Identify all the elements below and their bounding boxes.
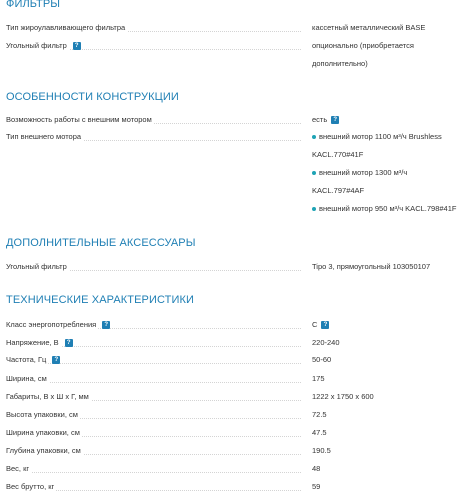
section-title-design: ОСОБЕННОСТИ КОНСТРУКЦИИ: [6, 91, 179, 103]
spec-value: 220-240: [312, 338, 340, 347]
motor-option-1300[interactable]: внешний мотор 1300 м³/ч: [312, 168, 407, 178]
spec-label: Высота упаковки, см: [6, 410, 78, 419]
spec-value-line: KACL.797#4AF: [312, 186, 365, 195]
spec-value: Tipo 3, прямоугольный 103050107: [312, 262, 431, 271]
spec-label: Класс энергопотребления: [6, 320, 97, 329]
spec-value: 1222 х 1750 х 600: [312, 392, 374, 401]
help-icon[interactable]: ?: [321, 321, 329, 329]
spec-label: Напряжение, В: [6, 338, 59, 347]
motor-option-950[interactable]: внешний мотор 950 м³/ч KACL.798#41F: [312, 204, 456, 214]
spec-value-text: есть: [312, 115, 328, 124]
spec-label: Габариты, В х Ш х Г, мм: [6, 392, 89, 401]
section-title-accessories: ДОПОЛНИТЕЛЬНЫЕ АКСЕССУАРЫ: [6, 237, 196, 249]
spec-label: Тип внешнего мотора: [6, 132, 82, 141]
help-icon[interactable]: ?: [102, 321, 110, 329]
spec-label: Угольный фильтр: [6, 41, 67, 50]
spec-label: Угольный фильтр: [6, 262, 67, 271]
spec-label: Ширина упаковки, см: [6, 428, 80, 437]
spec-value: [312, 115, 462, 125]
help-icon[interactable]: ?: [73, 42, 81, 50]
spec-value: 190.5: [312, 446, 331, 455]
bullet-icon: [312, 135, 316, 139]
section-title-filters: ФИЛЬТРЫ: [6, 0, 61, 10]
spec-label: Возможность работы с внешним мотором: [6, 115, 152, 124]
help-icon[interactable]: ?: [52, 356, 60, 364]
spec-label: Вес брутто, кг: [6, 482, 55, 491]
spec-value: [312, 320, 462, 330]
spec-value: 48: [312, 464, 321, 473]
spec-value-line: опционально (приобретается: [312, 41, 414, 50]
spec-value: 175: [312, 374, 325, 383]
spec-label: Вес, кг: [6, 464, 30, 473]
help-icon[interactable]: ?: [65, 339, 73, 347]
help-icon[interactable]: ?: [331, 116, 339, 124]
section-title-specs: ТЕХНИЧЕСКИЕ ХАРАКТЕРИСТИКИ: [6, 294, 194, 306]
spec-value: 72.5: [312, 410, 327, 419]
spec-value: 47.5: [312, 428, 327, 437]
spec-label: Тип жироулавливающего фильтра: [6, 23, 126, 32]
spec-value-line: дополнительно): [312, 59, 368, 68]
spec-label: Ширина, см: [6, 374, 47, 383]
bullet-icon: [312, 171, 316, 175]
bullet-icon: [312, 207, 316, 211]
spec-value: кассетный металлический BASE: [312, 23, 426, 32]
motor-option-1100[interactable]: внешний мотор 1100 м³/ч Brushless: [312, 132, 442, 142]
spec-value-line: KACL.770#41F: [312, 150, 364, 159]
spec-value-text: C: [312, 320, 318, 329]
spec-label: Частота, Гц: [6, 355, 47, 364]
spec-label: Глубина упаковки, см: [6, 446, 81, 455]
spec-value: 50-60: [312, 355, 332, 364]
spec-value: 59: [312, 482, 321, 491]
